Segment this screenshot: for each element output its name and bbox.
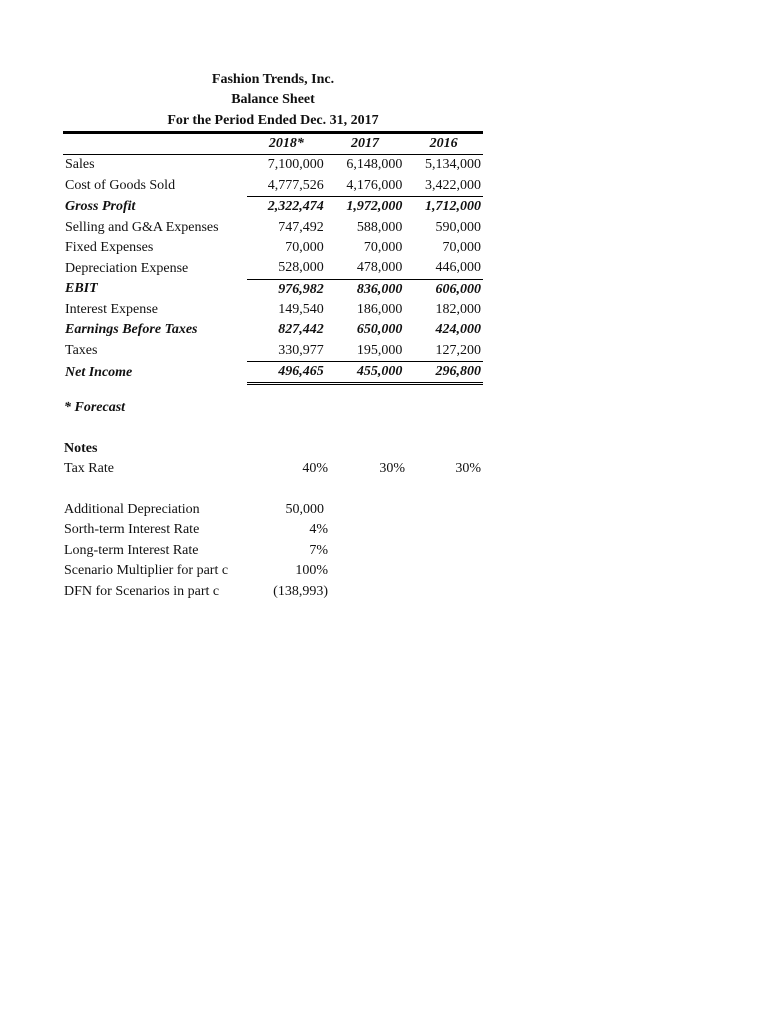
period-title: For the Period Ended Dec. 31, 2017 — [167, 112, 379, 128]
notes-section — [63, 398, 483, 602]
tax-rate-2018: 40% — [302, 461, 328, 477]
cell-2018: 827,442 — [278, 322, 324, 338]
cell-2016: 606,000 — [404, 279, 483, 300]
cell-2018: 496,465 — [247, 362, 326, 384]
cell-2016: 590,000 — [435, 219, 481, 235]
tax-rate-label: Tax Rate — [64, 461, 114, 477]
cell-2018: 7,100,000 — [267, 157, 324, 173]
column-header-2018: 2018* — [247, 133, 326, 155]
statement-title: Balance Sheet — [231, 92, 315, 108]
note-row — [63, 561, 483, 581]
tax-rate-2016: 30% — [455, 461, 481, 477]
cell-2018: 976,982 — [247, 279, 326, 300]
cell-2016: 70,000 — [442, 239, 481, 255]
cell-2017: 6,148,000 — [346, 157, 403, 173]
note-value: (138,993) — [273, 583, 328, 599]
tax-rate-row — [63, 459, 483, 479]
cell-2017: 4,176,000 — [346, 177, 403, 193]
note-label: DFN for Scenarios in part c — [64, 583, 220, 599]
row-label: Selling and G&A Expenses — [65, 219, 219, 235]
cell-2016: 1,712,000 — [404, 196, 483, 217]
cell-2016: 5,134,000 — [425, 157, 481, 173]
cell-2017: 455,000 — [326, 362, 405, 384]
cell-2016: 127,200 — [435, 342, 481, 358]
cell-2017: 836,000 — [326, 279, 405, 300]
note-label: Additional Depreciation — [64, 501, 200, 517]
note-value: 50,000 — [285, 501, 324, 517]
row-earnings-before-taxes — [63, 320, 483, 340]
row-sales — [63, 155, 483, 176]
row-label: Earnings Before Taxes — [65, 322, 198, 338]
note-row — [63, 520, 483, 540]
cell-2017: 1,972,000 — [326, 196, 405, 217]
note-value: 4% — [309, 522, 328, 538]
cell-2017: 195,000 — [356, 342, 403, 358]
row-label: Fixed Expenses — [65, 239, 154, 255]
company-name: Fashion Trends, Inc. — [211, 72, 335, 87]
row-label: Gross Profit — [65, 198, 136, 214]
row-net-income — [63, 362, 483, 384]
statement-table — [63, 131, 483, 385]
row-label: EBIT — [65, 281, 98, 297]
column-header-2016: 2016 — [404, 133, 483, 155]
column-header-2017: 2017 — [326, 133, 405, 155]
cell-2018: 149,540 — [278, 302, 324, 318]
row-fixed-expenses — [63, 238, 483, 258]
row-label: Cost of Goods Sold — [65, 178, 176, 193]
cell-2017: 70,000 — [363, 239, 403, 255]
note-label: Sorth-term Interest Rate — [64, 522, 200, 538]
cell-2017: 650,000 — [356, 322, 403, 338]
note-value: 7% — [309, 542, 328, 558]
cell-2018: 4,777,526 — [267, 177, 324, 193]
row-depreciation — [63, 258, 483, 279]
cell-2016: 3,422,000 — [425, 177, 481, 193]
cell-2018: 70,000 — [285, 239, 324, 255]
row-label: Sales — [65, 157, 95, 173]
cell-2016: 182,000 — [435, 302, 481, 318]
cell-2017: 588,000 — [356, 219, 403, 235]
note-value: 100% — [295, 563, 328, 579]
row-taxes — [63, 341, 483, 362]
note-row — [63, 500, 483, 520]
cell-2016: 424,000 — [435, 322, 481, 338]
row-interest-expense — [63, 300, 483, 320]
cell-2017: 478,000 — [356, 260, 403, 276]
header-blank — [63, 133, 247, 155]
tax-rate-2017: 30% — [379, 461, 405, 477]
cell-2018: 747,492 — [278, 219, 324, 235]
forecast-note: * Forecast — [64, 400, 126, 415]
column-header-row — [63, 133, 483, 155]
row-gross-profit — [63, 196, 483, 217]
cell-2018: 528,000 — [278, 260, 324, 276]
cell-2017: 186,000 — [356, 302, 403, 318]
row-ebit — [63, 279, 483, 300]
note-row — [63, 582, 483, 602]
row-label: Depreciation Expense — [65, 260, 189, 276]
cell-2016: 446,000 — [435, 260, 481, 276]
note-label: Scenario Multiplier for part c — [64, 563, 229, 579]
row-cogs — [63, 176, 483, 197]
notes-title: Notes — [64, 440, 98, 456]
note-row — [63, 541, 483, 561]
row-label: Interest Expense — [65, 302, 158, 318]
cell-2018: 2,322,474 — [247, 196, 326, 217]
cell-2016: 296,800 — [404, 362, 483, 384]
row-sga — [63, 217, 483, 237]
note-label: Long-term Interest Rate — [64, 542, 199, 558]
row-label: Net Income — [65, 364, 133, 380]
row-label: Taxes — [65, 343, 98, 359]
cell-2018: 330,977 — [278, 342, 324, 358]
income-statement — [63, 70, 483, 385]
